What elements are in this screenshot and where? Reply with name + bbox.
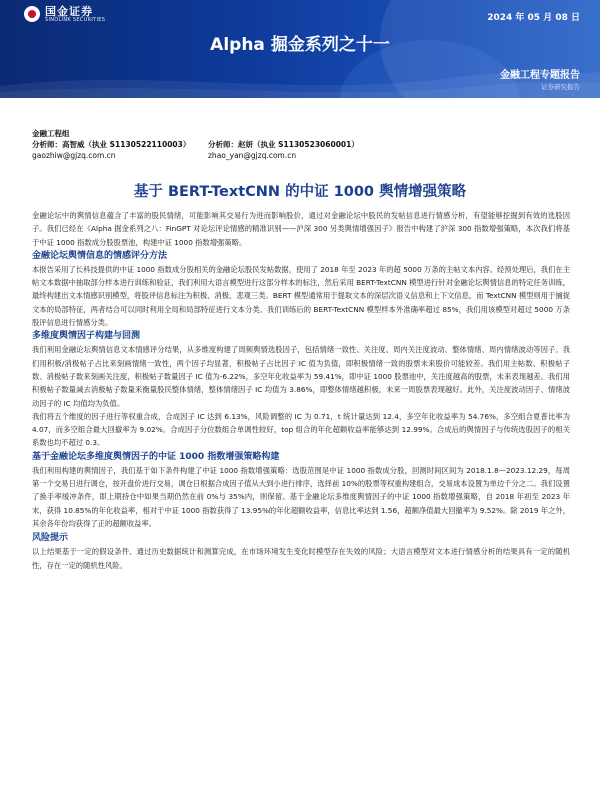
- report-date: 2024 年 05 月 08 日: [487, 13, 580, 23]
- logo-name-en: SINOLINK SECURITIES: [45, 16, 106, 23]
- sinolink-logo: [24, 6, 105, 23]
- series-title: Alpha 掘金系列之十一: [210, 35, 390, 55]
- author-block: [32, 128, 359, 161]
- report-type: 金融工程专题报告: [500, 70, 580, 81]
- risk-paragraph: 以上结果基于一定的假设条件、通过历史数据统计和测算完成，在市场环境发生变化时模型存在失效的风险；大语言模型对文本进行情感分析的结果具有一定的随机性，存在一定的随机性风险。: [32, 547, 570, 570]
- email-1: gaozhiw@gjzq.com.cn: [32, 151, 116, 160]
- report-title: 基于 BERT-TextCNN 的中证 1000 舆情增强策略: [133, 184, 467, 200]
- section-paragraph: 本报告采用了长科技提供的中证 1000 指数成分股相关的金融论坛股民发帖数据，使用了 2018 年至 2023 年的超 5000 万条的主帖文本内容。经预处理后，我们在主帖文本数据中抽取部分样本进行训练和验证，我们利用大语言模型进行这部分样本的标注，然后采用 BERT-TextCNN 模型进行针对金融论坛舆情信息的特定任务训练，最终构建出文本情感识别模型，将股评信息标注为积极、消极、悲观三类。BERT 模型通常用于提取文本的深层次语义信息和上下文信息，而 TextCNN 模型则用于捕捉文本的局部特征，两者结合可以同时利用全局和局部特征进行文本分类。我们训练后的 BERT-TextCNN 模型样本外准确率超过 85%，我们用该模型对超过 5000 万条股评信息进行情感分类。: [32, 264, 570, 328]
- section-paragraph: 我们利用构建的舆情因子，我们基于如下条件构建了中证 1000 指数增强策略：选股范围是中证 1000 指数成分股，回测时间区间为 2018.1.8—2023.12.29，每周第一个交易日进行调仓，按开盘价进行交易，调仓日根据合成因子值从大到小进行排序，选择前 10%的股票等权重构建组合，交易成本设置为单边千分之二。我们设置了换手率缓冲条件，即上期持仓中如果当期仍然在前 0%与 35%内，则保留。基于金融论坛多维度舆情因子的中证 1000 指数增强策略，自 2018 年初至 2023 年末，获得 10.85%的年化收益率，相对于中证 1000 指数获得了 13.95%的年化超额收益率，信息比率达到 1.56，超额净值最大回撤率为 9.52%。除 2019 年之外，其余各年份均获得了正的超额收益率。: [32, 465, 570, 528]
- intro-paragraph: 金融论坛中的舆情信息蕴含了丰富的股民情绪，可能影响其交易行为进而影响股价，通过对金融论坛中股民的发帖信息进行情感分析，有望能够挖掘到有效的选股因子。我们已经在《Alpha 掘金系列之八：FinGPT 对论坛评论情感的精准识别——沪深 300 另类舆情增强因子》报告中构建了沪深 300 指数增强策略，本次我们将基于中证 1000 指数成分股股票池，构建中证 1000 指数增强策略。: [32, 211, 570, 247]
- risk-heading: 风险提示: [32, 533, 69, 544]
- section-heading: 基于金融论坛多维度舆情因子的中证 1000 指数增强策略构建: [32, 451, 280, 462]
- section-heading: 金融论坛舆情信息的情感评分方法: [32, 250, 168, 261]
- report-subtype: 证券研究报告: [541, 83, 580, 91]
- logo-name-cn: 国金证券: [45, 5, 93, 18]
- logo-icon: [24, 6, 40, 22]
- report-body: [32, 209, 570, 572]
- email-2: zhao_yan@gjzq.com.cn: [208, 151, 297, 160]
- analyst-2: 分析师：赵妍（执业 S1130523060001）: [208, 140, 359, 149]
- team-name: 金融工程组: [32, 129, 70, 138]
- report-banner: [0, 0, 600, 98]
- analyst-1: 分析师：高智威（执业 S1130522110003）: [32, 140, 191, 149]
- section-heading: 多维度舆情因子构建与回测: [32, 331, 141, 342]
- section-paragraph: 我们利用金融论坛舆情信息文本情感评分结果，从多维度构建了周频舆情选股因子，包括情绪一致性、关注度、周内关注度波动、整体情绪、周内情绪波动等因子。我们用积极/消极帖子占比来刻画情绪一致性，两个因子均显著，积极帖子占比因子 IC 值为负值，即积极情绪一致的股票未来股价可能较差。我们用主帖数、积极帖子数、消极帖子数来刻画关注度，积极帖子数量因子 IC 值为-6.22%，多空年化收益率为 59.41%，即中证 1000 股票池中，关注度越高的股票，未来表现越差。我们用积极帖子数量减去消极帖子数量来衡量股民整体情绪，整体情绪因子 IC 均值为 3.86%，即整体情绪越积极，未来一周股票表现越好。此外，关注度波动因子、情绪波动因子的 IC 均值均为负值。 我们将五个维度的因子进行等权重合成，合成因子 IC 达到 6.13%，风险调整的 IC 为 0.71，t 统计量达到 12.4，多空年化收益率为 54.76%，多空组合夏普比率为 4.07，而多空组合最大回撤率为 9.02%。合成因子分位数组合单调性较好，top 组合的年化超额收益率能够达到 12.99%。合成后的舆情因子与传统选股因子的相关系数也均不超过 0.3。: [32, 345, 570, 448]
